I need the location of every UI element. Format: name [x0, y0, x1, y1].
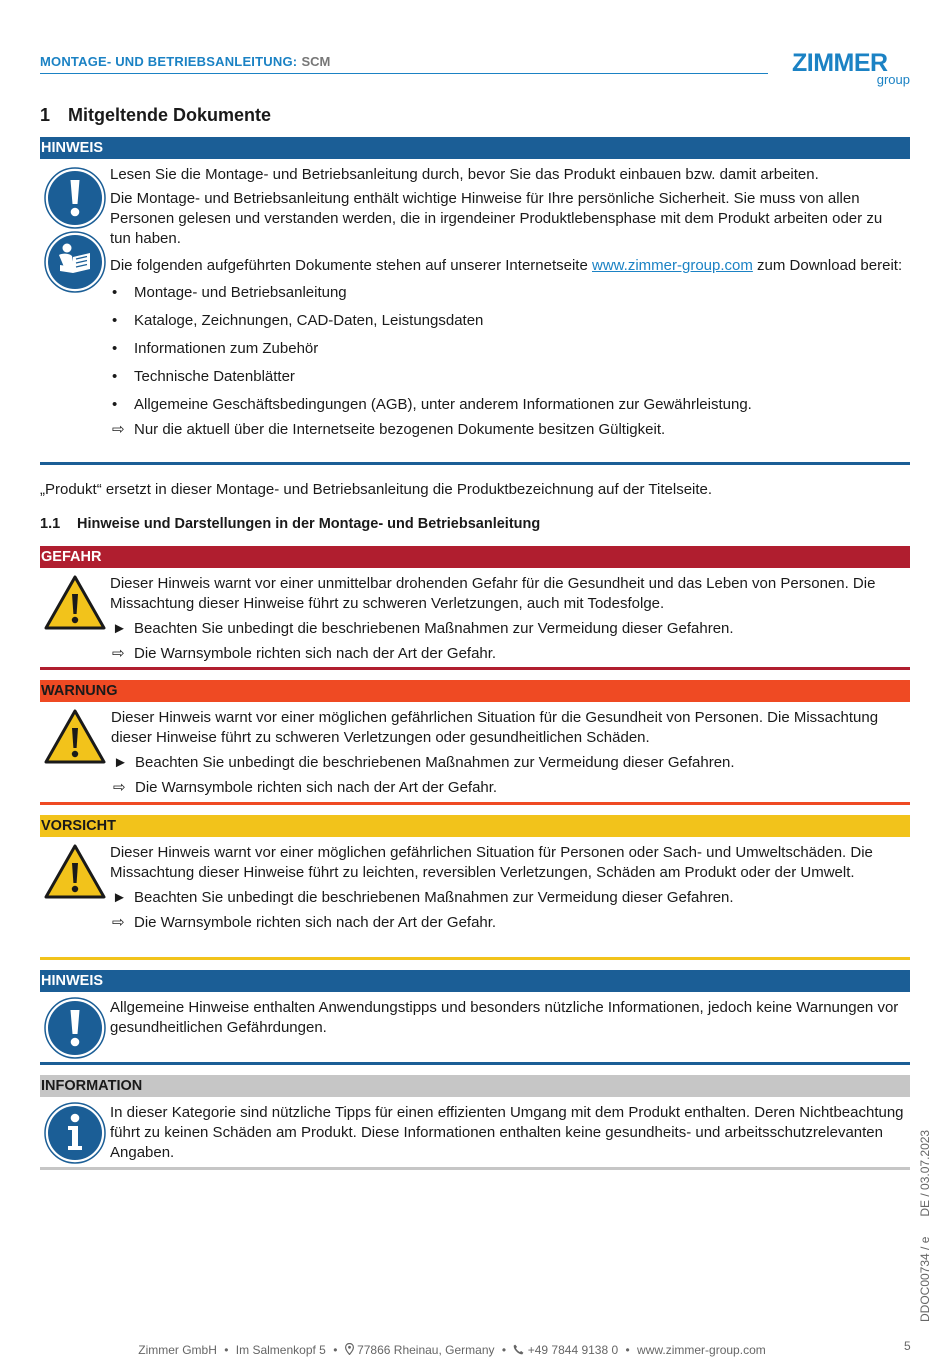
location-pin-icon	[345, 1343, 354, 1355]
list-item: • Montage- und Betriebsanleitung	[112, 284, 347, 301]
danger-box	[40, 546, 910, 670]
warning-triangle-icon	[44, 575, 106, 631]
footer-phone: +49 7844 9138 0	[527, 1343, 619, 1357]
danger-bar: GEFAHR	[40, 546, 910, 568]
notice-bar: HINWEIS	[40, 137, 910, 159]
section-title: Mitgeltende Dokumente	[68, 105, 272, 125]
notice-content	[110, 165, 906, 440]
logo-main: ZIMMER	[792, 49, 888, 77]
notice-text: Allgemeine Hinweise enthalten Anwendungstipps und besonders nützliche Informationen, jedoch keine Warnungen vor gesundheitlichen Gefährdungen.	[110, 999, 899, 1036]
warning-triangle-icon	[44, 844, 106, 900]
information-box	[40, 1075, 910, 1170]
page-number: 5	[904, 1339, 911, 1353]
notice-box-documents	[40, 137, 910, 465]
caution-bottom-rule	[40, 957, 910, 960]
list-item: • Technische Datenblätter	[112, 368, 295, 385]
subsection-number: 1.1	[40, 516, 61, 532]
warning-triangle-icon	[44, 709, 106, 765]
step-item: ► Beachten Sie unbedingt die beschriebenen Maßnahmen zur Vermeidung dieser Gefahren.	[112, 620, 734, 637]
phone-icon	[513, 1344, 524, 1355]
document-reference: DDOC00734 / e DE / 03.07.2023	[918, 1129, 932, 1322]
mandatory-notice-icon	[44, 997, 106, 1059]
product-note: „Produkt“ ersetzt in dieser Montage- und Betriebsanleitung die Produktbezeichnung auf der Titelseite.	[40, 481, 713, 498]
information-text: In dieser Kategorie sind nützliche Tipps für einen effizienten Umgang mit dem Produkt enthalten. Deren Nichtbeachtung führt zu keinen Schäden am Produkt. Diese Informationen enthalten keine gesundheits- und arbeitsschutzrelevanten Angaben.	[110, 1104, 904, 1161]
mandatory-notice-icon	[44, 167, 106, 229]
list-item: • Allgemeine Geschäftsbedingungen (AGB), unter anderem Informationen zur Gewährleistung.	[112, 396, 752, 413]
danger-content	[110, 574, 906, 664]
footer-city: 77866 Rheinau, Germany	[357, 1343, 495, 1357]
notice-bottom-rule	[40, 462, 910, 465]
information-bottom-rule	[40, 1167, 910, 1170]
result-item: ⇨ Die Warnsymbole richten sich nach der Art der Gefahr.	[112, 645, 497, 662]
step-item: ► Beachten Sie unbedingt die beschriebenen Maßnahmen zur Vermeidung dieser Gefahren.	[112, 889, 734, 906]
notice-paragraph: Lesen Sie die Montage- und Betriebsanleitung durch, bevor Sie das Produkt einbauen bzw. damit arbeiten.	[110, 166, 819, 183]
warning-bar: WARNUNG	[40, 680, 910, 702]
information-bar: INFORMATION	[40, 1075, 910, 1097]
notice-paragraph: Die Montage- und Betriebsanleitung enthält wichtige Hinweise für Ihre persönliche Sicherheit. Sie muss von allen Personen gelesen und verstanden werden, die in irgendeiner Produktlebensphase mit dem Produkt arbeiten oder zu tun haben.	[110, 190, 883, 247]
footer-street: Im Salmenkopf 5	[235, 1343, 326, 1357]
warning-content	[111, 708, 907, 798]
read-manual-icon	[44, 231, 106, 293]
header-title: MONTAGE- UND BETRIEBSANLEITUNG:	[40, 54, 298, 69]
document-list	[110, 283, 906, 440]
caution-text: Dieser Hinweis warnt vor einer möglichen gefährlichen Situation für Personen oder Sach- und Umweltschäden. Die Missachtung dieser Hinweise führt zu leichten, reversiblen Verletzungen, Schäden am Produkt oder der Umwelt.	[110, 844, 873, 881]
zimmer-logo	[792, 50, 914, 88]
caution-box	[40, 815, 910, 960]
list-item: • Kataloge, Zeichnungen, CAD-Daten, Leistungsdaten	[112, 312, 484, 329]
danger-bottom-rule	[40, 667, 910, 670]
caution-content	[110, 843, 906, 933]
section-number: 1	[40, 105, 51, 125]
result-item: ⇨ Die Warnsymbole richten sich nach der Art der Gefahr.	[113, 779, 498, 796]
page-footer: Zimmer GmbH • Im Salmenkopf 5 • 77866 Rheinau, Germany • +49 7844 9138 0 • www.zimmer-group.com	[138, 1343, 766, 1357]
notice-content	[110, 998, 906, 1038]
subsection-heading	[40, 514, 540, 534]
notice-box-general	[40, 970, 910, 1065]
logo-sub: group	[876, 72, 910, 87]
page-header	[40, 52, 768, 74]
step-item: ► Beachten Sie unbedingt die beschriebenen Maßnahmen zur Vermeidung dieser Gefahren.	[113, 754, 735, 771]
footer-web[interactable]: www.zimmer-group.com	[637, 1343, 766, 1357]
result-item: ⇨ Nur die aktuell über die Internetseite bezogenen Dokumente besitzen Gültigkeit.	[112, 421, 666, 438]
information-icon	[44, 1102, 106, 1164]
warning-box	[40, 680, 910, 805]
website-link[interactable]: www.zimmer-group.com	[592, 257, 753, 274]
caution-bar: VORSICHT	[40, 815, 910, 837]
warning-bottom-rule	[40, 802, 910, 805]
header-product: SCM	[301, 54, 331, 69]
warning-text: Dieser Hinweis warnt vor einer möglichen gefährlichen Situation für die Gesundheit von Personen. Die Missachtung dieser Hinweise führt zu schweren Verletzungen oder gesundheitlichen Schäden.	[111, 709, 879, 746]
danger-text: Dieser Hinweis warnt vor einer unmittelbar drohenden Gefahr für die Gesundheit und das Leben von Personen. Die Missachtung dieser Hinweise führt zu schweren Verletzungen, auch mit Todesfolge.	[110, 575, 876, 612]
notice-bottom-rule	[40, 1062, 910, 1065]
section-heading	[40, 104, 271, 126]
footer-company: Zimmer GmbH	[138, 1343, 217, 1357]
download-paragraph: Die folgenden aufgeführten Dokumente stehen auf unserer Internetseite www.zimmer-group.com zum Download bereit:	[110, 257, 903, 274]
result-item: ⇨ Die Warnsymbole richten sich nach der Art der Gefahr.	[112, 914, 497, 931]
information-content	[110, 1103, 906, 1163]
list-item: • Informationen zum Zubehör	[112, 340, 319, 357]
subsection-title: Hinweise und Darstellungen in der Montage- und Betriebsanleitung	[77, 516, 541, 532]
notice-bar: HINWEIS	[40, 970, 910, 992]
